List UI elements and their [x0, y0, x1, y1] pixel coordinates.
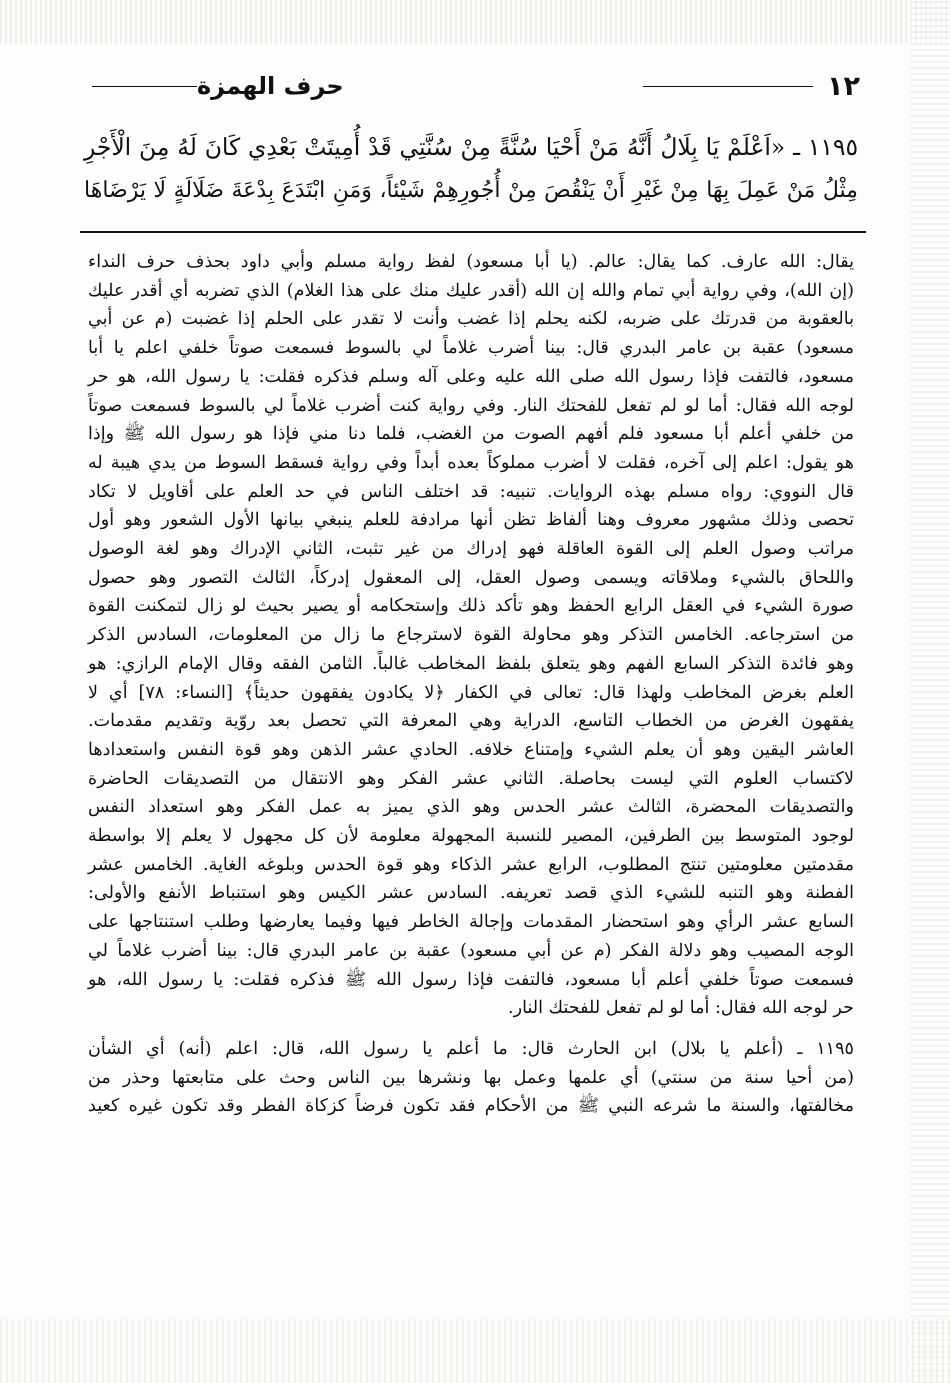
- commentary-line: (من أحيا سنة من سنتي) أي علمها وعمل بها ونشرها بين الناس وحث على متابعتها وحذر من: [88, 1067, 854, 1088]
- page-number: ١٢: [827, 70, 860, 102]
- commentary-line: لاكتساب العلوم التي ليست بحاصلة. الثاني عشر الفكر وهو الانتقال من التصديقات الحاضرة: [88, 768, 854, 789]
- scan-edge-top: [0, 0, 950, 44]
- header-rule: [643, 86, 813, 87]
- commentary-line: بالعقوبة من قدرتك على ضربه، لكنه يحلم إذا غضب وأنت لا تقدر على الحلم إذا غضبت (م عن أبي: [88, 309, 854, 330]
- commentary-line: يقال: الله عارف. كما يقال: عالم. (يا أبا مسعود) لفظ رواية مسلم وأبي داود بحذف حرف النداء: [88, 252, 854, 272]
- commentary-line: فسمعت صوتاً خلفي أعلم أبا مسعود، فالتفت فإذا رسول الله ﷺ فذكره فقلت: يا رسول الله، هو: [88, 969, 854, 990]
- commentary-line: قال النووي: رواه مسلم بهذه الروايات. تنبيه: قد اختلف الناس في حد العلم على أقاويل لا تكاد: [88, 481, 854, 502]
- commentary-line: العلم بغرض المخاطب ولهذا قال: تعالى في الكفار ﴿لا يكادون يفقهون حديثاً﴾ [النساء: ٧٨] أي لا: [88, 682, 855, 703]
- commentary-line: مقدمتين معلومتين تنتج المطلوب، الرابع عشر الذكاء وهو قوة الحدس وبلوغه الغاية. الخامس عشر: [88, 854, 854, 875]
- commentary-line: لوجه الله فقال: أما لو لم تفعل للفحتك النار. وفي رواية كنت أضرب غلاماً لي بالسوط فسمعت صوتاً: [88, 395, 854, 416]
- section-divider: [80, 231, 866, 233]
- commentary-line: العاشر اليقين وهو أن يعلم الشيء وإمتناع خلافه. الحادي عشر الذهن وهو قوة النفس واستعدادها: [88, 739, 854, 760]
- chapter-title: حرف الهمزة: [197, 72, 344, 100]
- commentary-line: من استرجاعه. الخامس التذكر وهو محاولة القوة لاسترجاع ما زال من المعلومات، السادس الذكر: [88, 625, 854, 646]
- commentary-line: وهو فائدة التذكر السابع الفهم وهو يتعلق بلفظ المخاطب غالباً. الثامن الفقه وقال الإمام الرازي: هو: [88, 653, 854, 674]
- commentary-line: حر لوجه الله فقال: أما لو لم تفعل للفحتك النار.: [508, 998, 854, 1019]
- hadith-text: [84, 126, 858, 212]
- commentary-line: يفقهون الغرض من الخطاب التاسع، الدراية وهي المعرفة التي تحصل بعد روّية وتقديم مقدمات.: [88, 711, 854, 732]
- commentary-line: ١١٩٥ ـ (أعلم يا بلال) ابن الحارث قال: ما أعلم يا رسول الله، قال: اعلم (أنه) أي الشأن: [88, 1038, 854, 1059]
- commentary-line: السابع عشر الرأي وهو استحضار المقدمات وإجالة الخاطر فيها وفيما يعارضها وطلب استنتاجها على: [88, 912, 854, 933]
- commentary-line: الفطنة وهو التنبه للشيء الذي قصد تعريفه. السادس عشر الكيس وهو استنباط الأنفع والأولى:: [88, 883, 854, 904]
- running-header: [92, 66, 860, 106]
- commentary: [88, 248, 854, 1121]
- scan-edge-right: [910, 0, 950, 1383]
- hadith-line: مِثْلُ مَنْ عَمِلَ بِهَا مِنْ غَيْرِ أَنْ يَنْقُصَ مِنْ أُجُورِهِمْ شَيْئاً، وَمَنِ ابْتَدَعَ بِدْعَةَ ضَلَالَةٍ لَا يَرْضَاهَا: [84, 178, 858, 203]
- commentary-line: مسعود) عقبة بن عامر البدري قال: بينا أضرب غلاماً لي بالسوط فسمعت صوتاً خلفي اعلم يا أبا: [88, 338, 854, 359]
- commentary-line: (إن الله)، وفي رواية أبي تمام والله إن الله (أقدر عليك منك على هذا الغلام) الذي تضربه أي أقدر عليك: [88, 280, 854, 301]
- commentary-line: تحصى وذلك مشهور معروف وهنا ألفاظ تظن أنها مرادفة للعلم ينبغي بيانها الأول الشعور وهو أول: [88, 510, 854, 531]
- commentary-line: مراتب وصول العلم إلى القوة العاقلة فهو إدراك من غير تثبت، الثاني الإدراك وهو لغة الوصول: [88, 539, 854, 560]
- hadith-line: ١١٩٥ ـ «اَعْلَمْ يَا بِلَالُ أَنَّهُ مَنْ أَحْيَا سُنَّةً مِنْ سُنَّتِي قَدْ أُمِيتَتْ بَعْدِي كَانَ لَهُ مِنَ الْأَجْرِ: [84, 133, 858, 161]
- header-rule: [92, 86, 197, 87]
- scan-edge-bottom: [0, 1319, 950, 1383]
- commentary-line: الوجه المصيب وهو دلالة الفكر (م عن أبي مسعود) عقبة بن عامر البدري قال: بينا أضرب غلاماً لي: [88, 940, 854, 961]
- commentary-line: لوجود المتوسط بين الطرفين، المصير للنسبة المجهولة معلومة لأن كل مجهول لا يعلم إلا بواسطة: [88, 826, 854, 847]
- commentary-line: صورة الشيء في العقل الرابع الحفظ وهو تأكد ذلك وإستحكامه أو يصير بحيث لو زال لتمكنت القوة: [88, 596, 854, 617]
- commentary-line: واللحاق بالشيء وملاقاته ويسمى وصول العقل، إلى المعقول إدركاً، الثالث التصور وهو حصول: [88, 567, 854, 588]
- commentary-line: مسعود، فالتفت فإذا رسول الله صلى الله عليه وعلى آله وسلم فذكره فقلت: يا رسول الله، هو حر: [88, 366, 854, 387]
- commentary-line: من خلفي أعلم أبا مسعود فلم أفهم الصوت من الغضب، فلما دنا مني فإذا هو رسول الله ﷺ وإذا: [88, 424, 854, 445]
- commentary-line: مخالفتها، والسنة ما شرعه النبي ﷺ من الأحكام فقد تكون فرضاً كزكاة الفطر وقد تكون غيره كعيد: [88, 1096, 854, 1117]
- commentary-line: والتصديقات المحضرة، الثالث عشر الحدس وهو الذي يميز به عمل الفكر وهو استعداد النفس: [88, 797, 854, 818]
- commentary-line: هو يقول: اعلم إلى آخره، فقلت لا أضرب مملوكاً بعده أبداً وفي رواية فسقط السوط من يدي هيبة له: [88, 452, 854, 473]
